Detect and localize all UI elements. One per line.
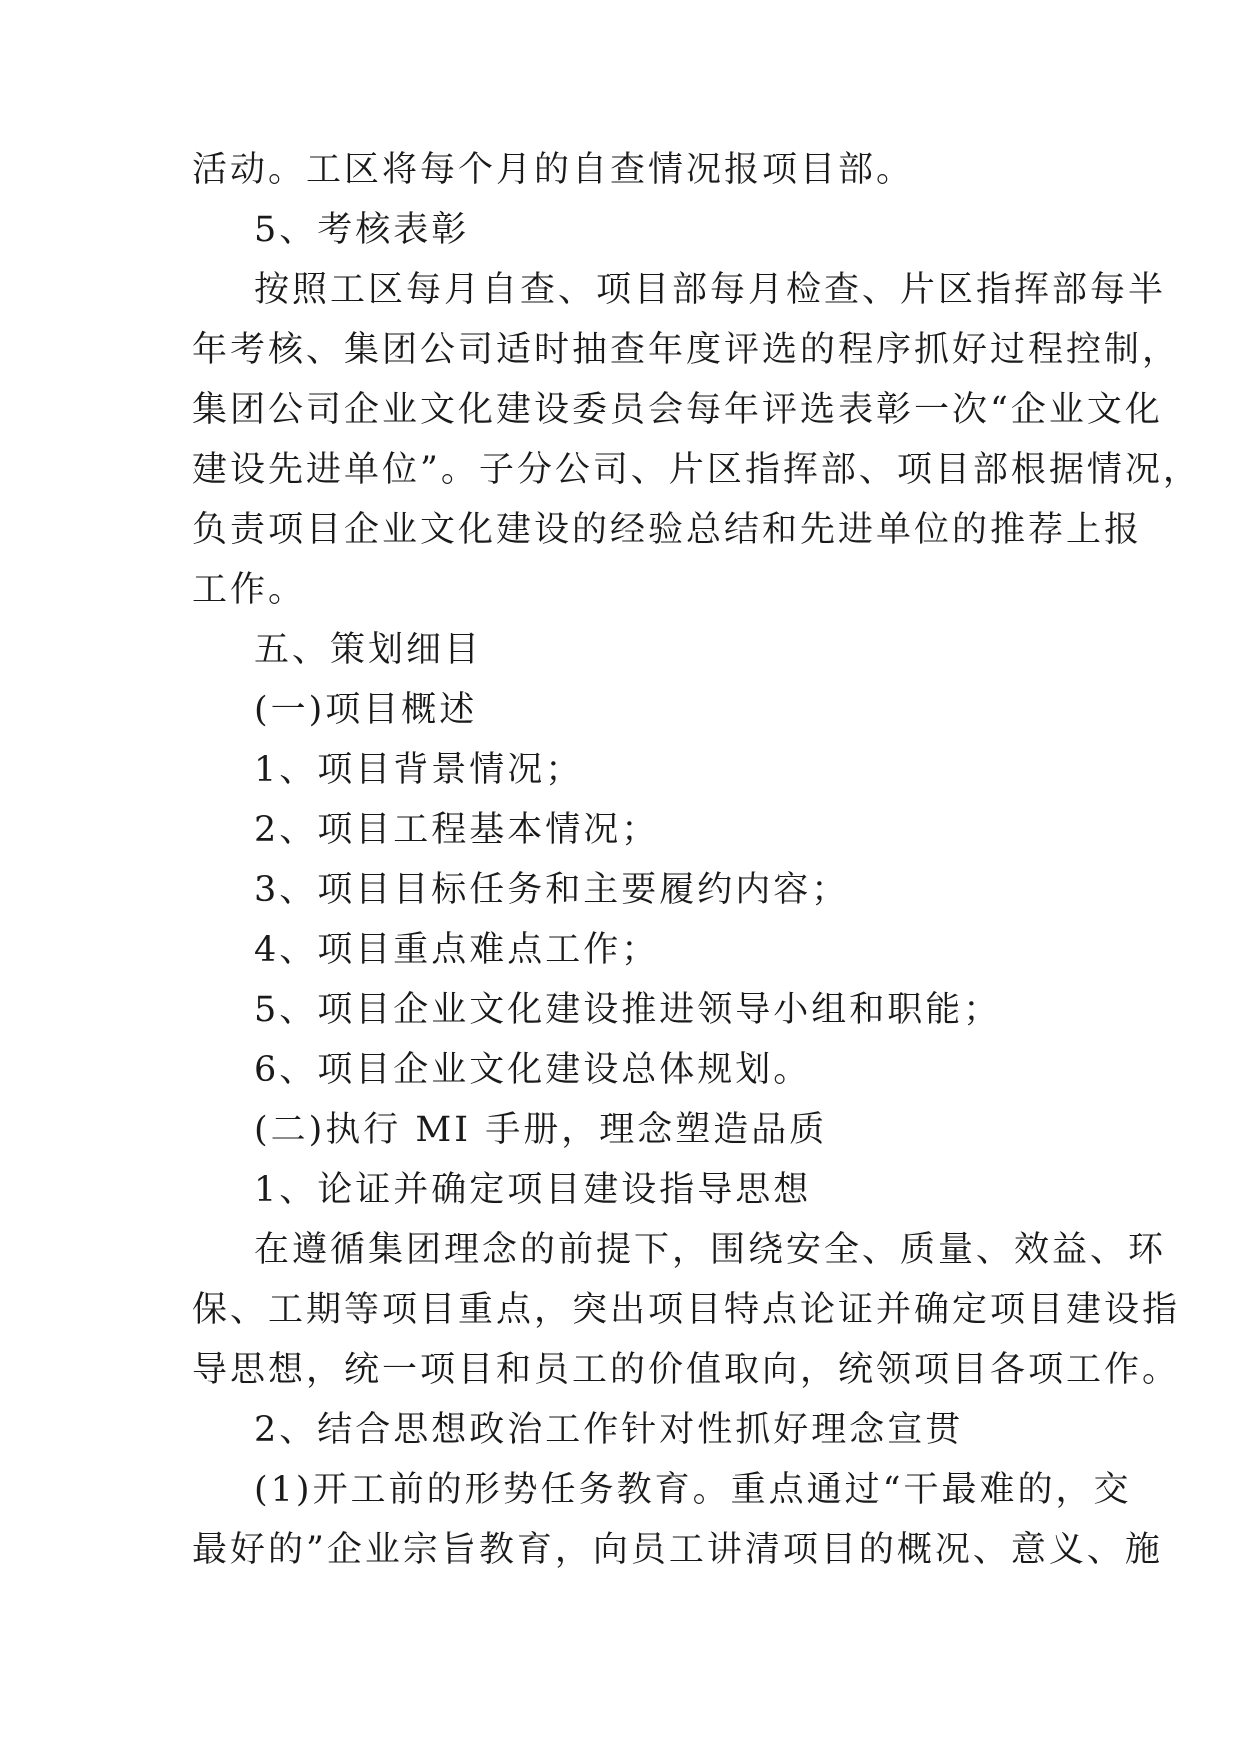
text-line: 集团公司企业文化建设委员会每年评选表彰一次“企业文化: [192, 390, 1163, 430]
section-heading: 2、结合思想政治工作针对性抓好理念宣贯: [254, 1410, 964, 1450]
section-heading: 1、论证并确定项目建设指导思想: [254, 1170, 812, 1210]
text-line: 保、工期等项目重点，突出项目特点论证并确定项目建设指: [192, 1290, 1181, 1330]
text-line: 按照工区每月自查、项目部每月检查、片区指挥部每半: [254, 270, 1167, 310]
subsection-heading: (一)项目概述: [254, 690, 478, 730]
list-item: 6、项目企业文化建设总体规划。: [254, 1050, 812, 1090]
text-line: 建设先进单位”。子分公司、片区指挥部、项目部根据情况，: [192, 450, 1201, 490]
text-line: 活动。工区将每个月的自查情况报项目部。: [192, 150, 915, 190]
text-line: 在遵循集团理念的前提下，围绕安全、质量、效益、环: [254, 1230, 1167, 1270]
list-item: 3、项目目标任务和主要履约内容；: [254, 870, 850, 910]
section-heading: 5、考核表彰: [254, 210, 470, 250]
list-item: 4、项目重点难点工作；: [254, 930, 660, 970]
text-line: (1)开工前的形势任务教育。重点通过“干最难的，交: [254, 1470, 1132, 1510]
subsection-heading: (二)执行 MI 手册，理念塑造品质: [254, 1110, 828, 1150]
section-heading: 五、策划细目: [254, 630, 483, 670]
text-line: 负责项目企业文化建设的经验总结和先进单位的推荐上报: [192, 510, 1143, 550]
list-item: 5、项目企业文化建设推进领导小组和职能；: [254, 990, 1002, 1030]
list-item: 1、项目背景情况；: [254, 750, 584, 790]
text-line: 导思想，统一项目和员工的价值取向，统领项目各项工作。: [192, 1350, 1181, 1390]
list-item: 2、项目工程基本情况；: [254, 810, 660, 850]
text-line: 工作。: [192, 570, 307, 610]
text-line: 最好的”企业宗旨教育，向员工讲清项目的概况、意义、施: [192, 1530, 1163, 1570]
text-line: 年考核、集团公司适时抽查年度评选的程序抓好过程控制，: [192, 330, 1181, 370]
